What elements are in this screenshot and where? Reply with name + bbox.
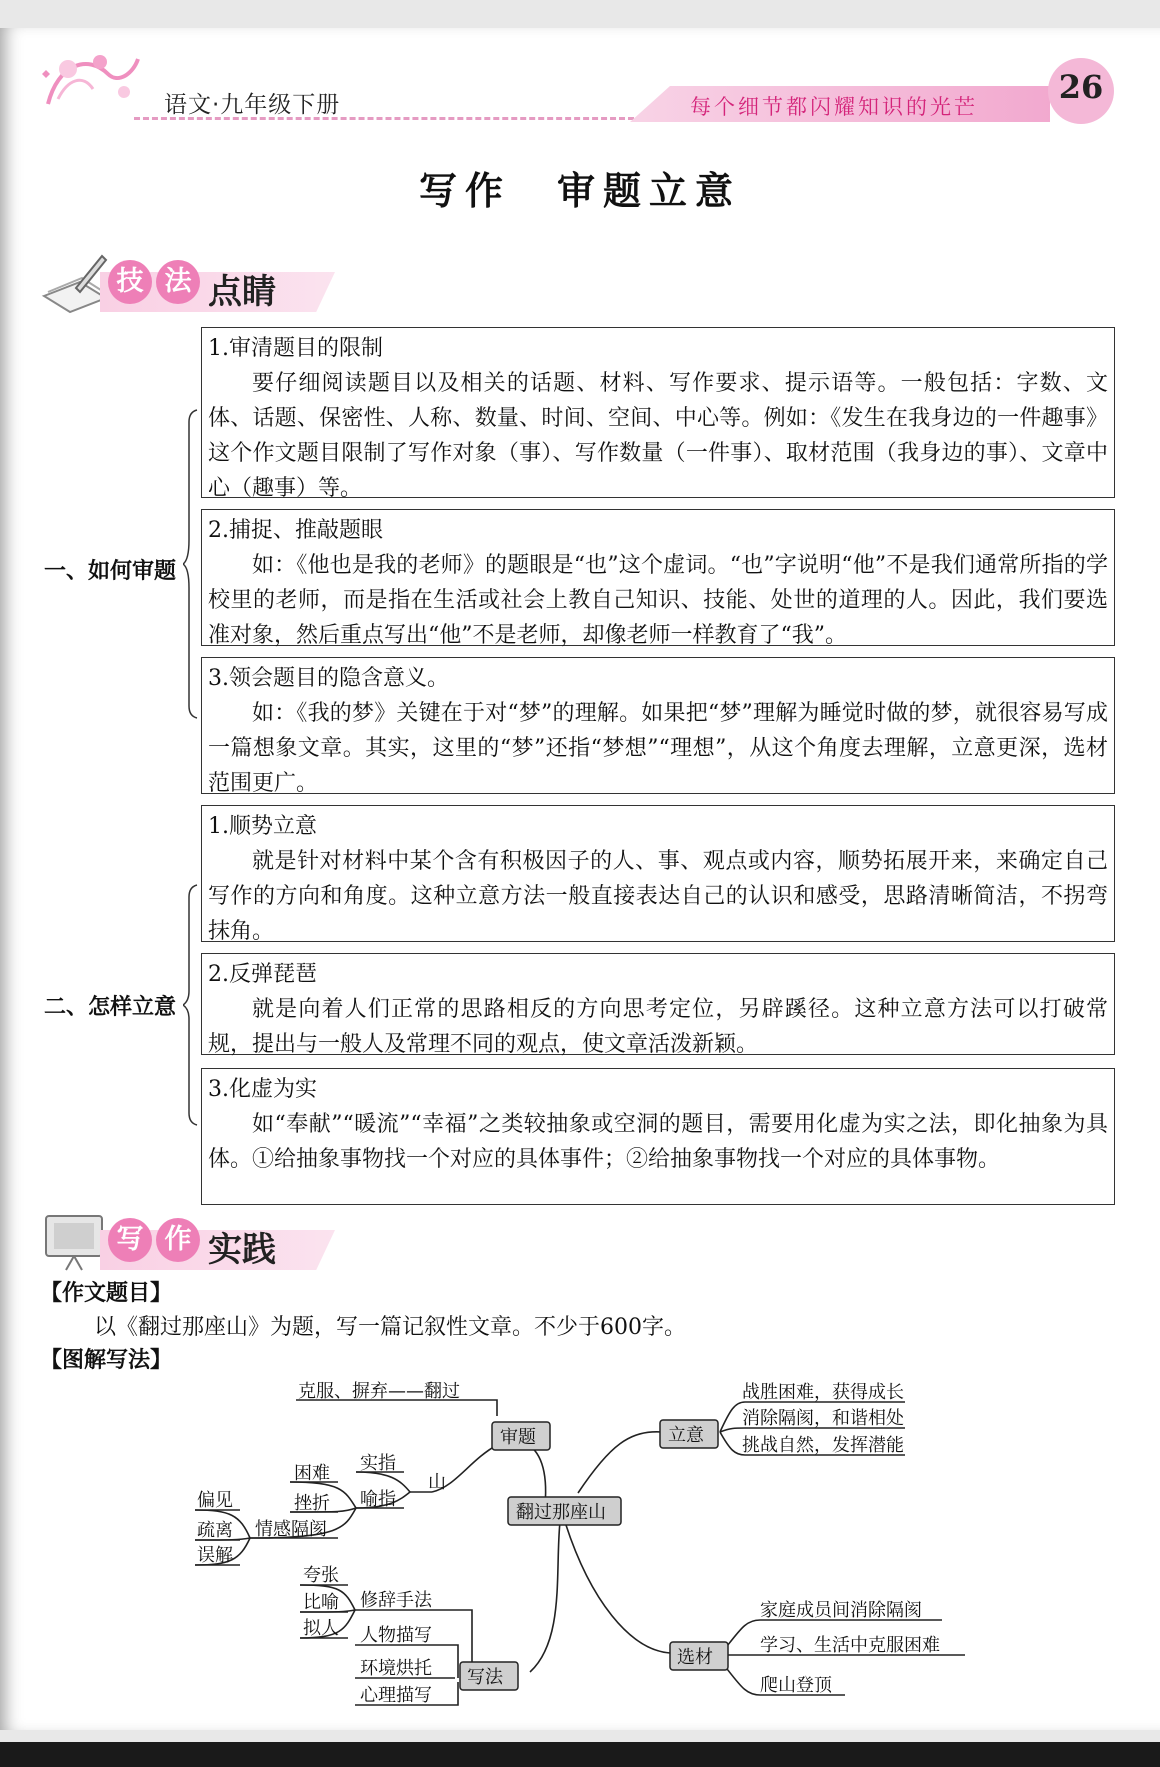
- node-xuancai-item: 学习、生活中克服困难: [760, 1635, 940, 1656]
- page-title: 写作 审题立意: [418, 168, 741, 213]
- node-xuancai: 选材: [677, 1647, 713, 1668]
- node-shenti-meaning: 克服、摒弃——翻过: [298, 1381, 460, 1402]
- node-pianjian: 偏见: [197, 1490, 233, 1511]
- group-label-liyi: 二、怎样立意: [44, 995, 177, 1020]
- bubble-char: 法: [156, 260, 200, 304]
- node-qinggan: 情感隔阂: [255, 1519, 327, 1540]
- node-wujie: 误解: [197, 1545, 233, 1566]
- slogan: 每个细节都闪耀知识的光芒: [690, 95, 978, 119]
- node-yuzhi: 喻指: [360, 1489, 396, 1510]
- bottom-bar: [0, 1742, 1160, 1767]
- node-center: 翻过那座山: [516, 1502, 606, 1523]
- node-kunnan: 困难: [294, 1463, 330, 1484]
- bubble-char: 写: [108, 1218, 152, 1262]
- node-shenti: 审题: [500, 1427, 536, 1448]
- tip-heading: 2.反弹琵琶: [208, 962, 317, 987]
- tip-body: 如：《他也是我的老师》的题眼是“也”这个虚词。“也”字说明“他”不是我们通常所指的学校里的老师，而是指在生活或社会上教自己知识、技能、处世的道理的人。因此，我们要选准对象，然后重点写出“他”不是老师，却像老师一样教育了“我”。: [208, 553, 1108, 648]
- tip-body: 如：《我的梦》关键在于对“梦”的理解。如果把“梦”理解为睡觉时做的梦，就很容易写成一篇想象文章。其实，这里的“梦”还指“梦想”“理想”，从这个角度去理解，立意更深，选材范围更广。: [208, 701, 1108, 796]
- bubble-char: 技: [108, 260, 152, 304]
- book-title: 语文·九年级下册: [164, 92, 341, 118]
- node-xuancai-item: 家庭成员间消除隔阂: [760, 1600, 922, 1621]
- node-liyi-item: 战胜困难，获得成长: [742, 1382, 904, 1403]
- topic-label: 【作文题目】: [40, 1281, 173, 1306]
- tip-heading: 1.顺势立意: [208, 814, 317, 839]
- node-xuancai-item: 爬山登顶: [760, 1675, 832, 1696]
- node-shan: 山: [428, 1472, 446, 1493]
- group-label-shenti: 一、如何审题: [44, 559, 177, 584]
- topic-text: 以《翻过那座山》为题，写一篇记叙性文章。不少于600字。: [94, 1315, 686, 1340]
- node-cuozhe: 挫折: [294, 1493, 330, 1514]
- tip-body: 就是针对材料中某个含有积极因子的人、事、观点或内容，顺势拓展开来，来确定自己写作的方向和角度。这种立意方法一般直接表达自己的认识和感受，思路清晰简洁，不拐弯抹角。: [208, 849, 1108, 944]
- tip-body: 要仔细阅读题目以及相关的话题、材料、写作要求、提示语等。一般包括：字数、文体、话题、保密性、人称、数量、时间、空间、中心等。例如：《发生在我身边的一件趣事》这个作文题目限制了写作对象（事）、写作数量（一件事）、取材范围（我身边的事）、文章中心（趣事）等。: [208, 371, 1108, 501]
- page-number: 26: [1058, 68, 1104, 106]
- tip-heading: 3.化虚为实: [208, 1077, 317, 1102]
- node-liyi: 立意: [668, 1425, 704, 1446]
- node-niren: 拟人: [303, 1618, 339, 1639]
- node-liyi-item: 消除隔阂，和谐相处: [742, 1408, 904, 1429]
- node-biyu: 比喻: [303, 1592, 339, 1613]
- node-shuli: 疏离: [197, 1520, 233, 1541]
- bubble-char: 作: [156, 1218, 200, 1262]
- node-xiefa: 写法: [467, 1667, 503, 1688]
- node-huanjing: 环境烘托: [360, 1658, 432, 1679]
- tip-body: 就是向着人们正常的思路相反的方向思考定位，另辟蹊径。这种立意方法可以打破常规，提出与一般人及常理不同的观点，使文章活泼新颖。: [208, 997, 1108, 1057]
- node-liyi-item: 挑战自然，发挥潜能: [742, 1435, 904, 1456]
- diagram-label: 【图解写法】: [40, 1348, 173, 1373]
- section-heading: 实践: [208, 1230, 276, 1270]
- node-renwu: 人物描写: [360, 1625, 432, 1646]
- node-xinli: 心理描写: [360, 1685, 432, 1706]
- tip-body: 如“奉献”“暖流”“幸福”之类较抽象或空洞的题目，需要用化虚为实之法，即化抽象为具体。①给抽象事物找一个对应的具体事件；②给抽象事物找一个对应的具体事物。: [208, 1112, 1108, 1172]
- tip-heading: 3.领会题目的隐含意义。: [208, 666, 449, 691]
- node-shizhi: 实指: [360, 1453, 396, 1474]
- tip-heading: 1.审清题目的限制: [208, 336, 383, 361]
- node-xiuci: 修辞手法: [360, 1590, 432, 1611]
- node-kuazhang: 夸张: [303, 1565, 339, 1586]
- section-heading: 点睛: [208, 272, 276, 312]
- tip-heading: 2.捕捉、推敲题眼: [208, 518, 383, 543]
